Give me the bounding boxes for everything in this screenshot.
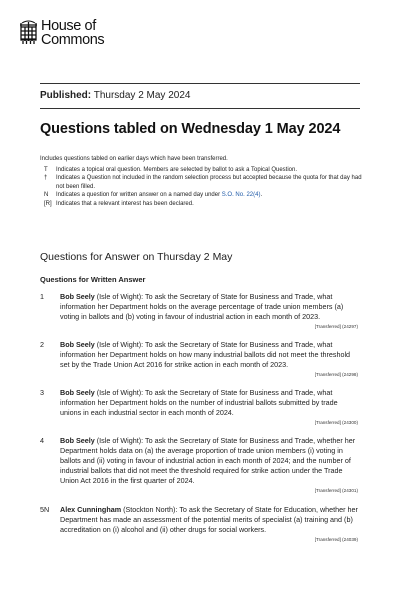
legend-text: Indicates that a relevant interest has been declared. <box>56 200 194 207</box>
divider-top <box>40 83 360 84</box>
constituency: (Isle of Wight): <box>96 388 144 397</box>
question-number: 5N <box>40 505 50 514</box>
legend-item <box>40 174 370 191</box>
question-body <box>60 505 358 535</box>
legend-intro: Includes questions tabled on earlier days which have been transferred. <box>40 156 228 162</box>
section-title: Questions for Answer on Thursday 2 May <box>40 251 233 263</box>
member-name: Bob Seely <box>60 292 95 301</box>
question-body <box>60 292 358 322</box>
legend-item <box>40 200 370 209</box>
logo-line-2: Commons <box>41 32 105 48</box>
question-reference: [Transferred] (24297) <box>314 324 358 329</box>
question-reference: [Transferred] (24300) <box>314 420 358 425</box>
question-body <box>60 388 358 418</box>
question-item <box>40 388 358 428</box>
question-number: 2 <box>40 340 44 349</box>
question-reference: [Transferred] (24298) <box>314 372 358 377</box>
question-body <box>60 436 358 486</box>
legend-text-with-link <box>56 191 370 200</box>
legend-symbol: † <box>44 175 48 181</box>
legend-item <box>40 166 370 175</box>
legend-text: Indicates a topical oral question. Members are selected by ballot to ask a Topical Question. <box>56 166 298 173</box>
legend-text: Indicates a question for written answer on a named day under <box>56 192 222 198</box>
question-number: 1 <box>40 292 44 301</box>
question-item <box>40 436 358 496</box>
legend-text: Indicates a Question not included in the random selection process but accepted because the quota for that day had not been filled. <box>56 175 362 190</box>
question-body <box>60 340 358 370</box>
question-item <box>40 505 358 545</box>
subsection-title: Questions for Written Answer <box>40 275 146 284</box>
question-text: To ask the Secretary of State for Business and Trade, what information her Department holds on the average percentage of trade union members (a) voting in ballots and (b) voting in favour of industrial action in each month of 2023. <box>60 292 344 321</box>
question-reference: [Transferred] (24039) <box>314 537 358 542</box>
legend-text-suffix: . <box>260 192 263 198</box>
member-name: Bob Seely <box>60 340 95 349</box>
question-text: To ask the Secretary of State for Business and Trade, whether her Department holds data on (a) the average proportion of trade union members (i) voting in ballots and (ii) voting in favour of industrial action in each month of 2024; and the number of industrial ballots that did not meet the threshold required for strike action under the Trade Union Act 2016 in the first quarter of 2024. <box>60 436 356 485</box>
question-number: 3 <box>40 388 44 397</box>
legend-symbol: T <box>44 166 48 173</box>
legend <box>40 155 370 208</box>
logo-line-1: House of <box>41 18 96 34</box>
question-text: To ask the Secretary of State for Business and Trade, what information her Department holds on how many industrial ballots did not meet the threshold set by the Trade Union Act 2016 for strike action in each month of 2023. <box>60 340 351 369</box>
page-title: Questions tabled on Wednesday 1 May 2024 <box>40 121 341 137</box>
question-text: To ask the Secretary of State for Business and Trade, what information her Department holds on the number of industrial ballots submitted by trade unions in each industrial sector in each month of 2024. <box>60 388 338 417</box>
constituency: (Stockton North): <box>123 505 178 514</box>
published-label: Published: <box>40 90 92 101</box>
logo-wordmark <box>41 19 104 47</box>
published-date: Thursday 2 May 2024 <box>93 90 191 101</box>
constituency: (Isle of Wight): <box>96 436 144 445</box>
question-number: 4 <box>40 436 44 445</box>
member-name: Bob Seely <box>60 388 95 397</box>
house-of-commons-logo <box>19 19 104 47</box>
member-name: Bob Seely <box>60 436 95 445</box>
question-item <box>40 292 358 332</box>
constituency: (Isle of Wight): <box>96 340 144 349</box>
question-reference: [Transferred] (24301) <box>314 488 358 493</box>
question-text: To ask the Secretary of State for Education, whether her Department has made an assessment of the potential merits of specialist (a) training and (b) accreditation on (i) alcohol and (ii) other drugs for social workers. <box>60 505 358 534</box>
constituency: (Isle of Wight): <box>96 292 144 301</box>
legend-symbol: [R] <box>44 200 52 207</box>
portcullis-icon <box>19 19 38 45</box>
legend-item <box>40 191 370 200</box>
published-line <box>40 90 190 101</box>
member-name: Alex Cunningham <box>60 505 122 514</box>
divider-bottom <box>40 108 360 109</box>
standing-order-link[interactable]: S.O. No. 22(4) <box>221 192 261 198</box>
legend-symbol: N <box>44 192 49 198</box>
question-item <box>40 340 358 380</box>
